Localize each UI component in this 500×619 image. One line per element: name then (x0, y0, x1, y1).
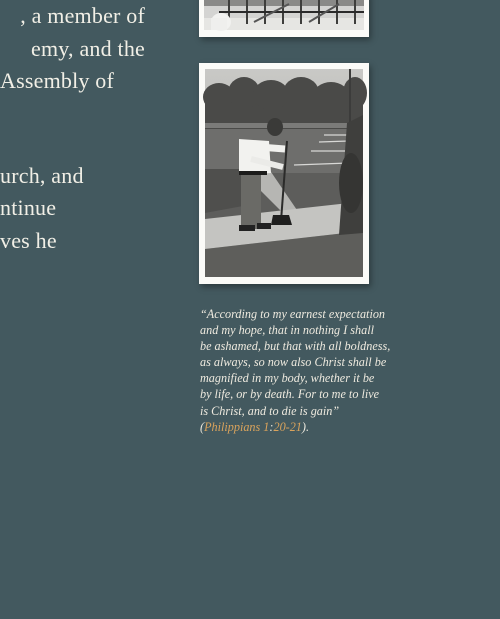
caption-line: magnified in my body, whether it be (200, 371, 375, 386)
body-text-column (0, 0, 145, 257)
caption-reference-line (200, 419, 400, 435)
reference-close: ). (301, 419, 310, 434)
reference-open: ( (200, 419, 205, 434)
paragraph-2-line-2: ntinue (0, 195, 57, 220)
reference-separator: : (269, 419, 274, 434)
paragraph-2-line-3: ves he (0, 227, 57, 253)
paragraph-2 (0, 160, 145, 258)
photo-railing (199, 0, 369, 37)
paragraph-1-line-2: emy, and the (31, 35, 145, 61)
paragraph-1 (0, 0, 145, 98)
scripture-reference-link[interactable]: Philippians 1 (204, 419, 270, 434)
photo-man-sweeping-image (199, 63, 369, 284)
caption-line: by life, or by death. For to me to live (200, 387, 380, 402)
photo-railing-image (199, 0, 369, 37)
photo-man-sweeping (199, 63, 369, 284)
paragraph-1-line-3: Assembly of (0, 68, 115, 93)
caption-line: and my hope, that in nothing I shall (200, 323, 374, 338)
scripture-verses-link[interactable]: 20-21 (273, 419, 302, 434)
caption-line: be ashamed, but that with all boldness, (200, 339, 391, 354)
paragraph-1-line-1: , a member of (20, 3, 145, 28)
caption-line: is Christ, and to die is gain” (200, 403, 340, 418)
caption-line: as always, so now also Christ shall be (200, 355, 387, 370)
caption-line: “According to my earnest expectation (200, 307, 386, 321)
scripture-caption (200, 306, 400, 435)
paragraph-2-line-1: urch, and (0, 162, 84, 188)
